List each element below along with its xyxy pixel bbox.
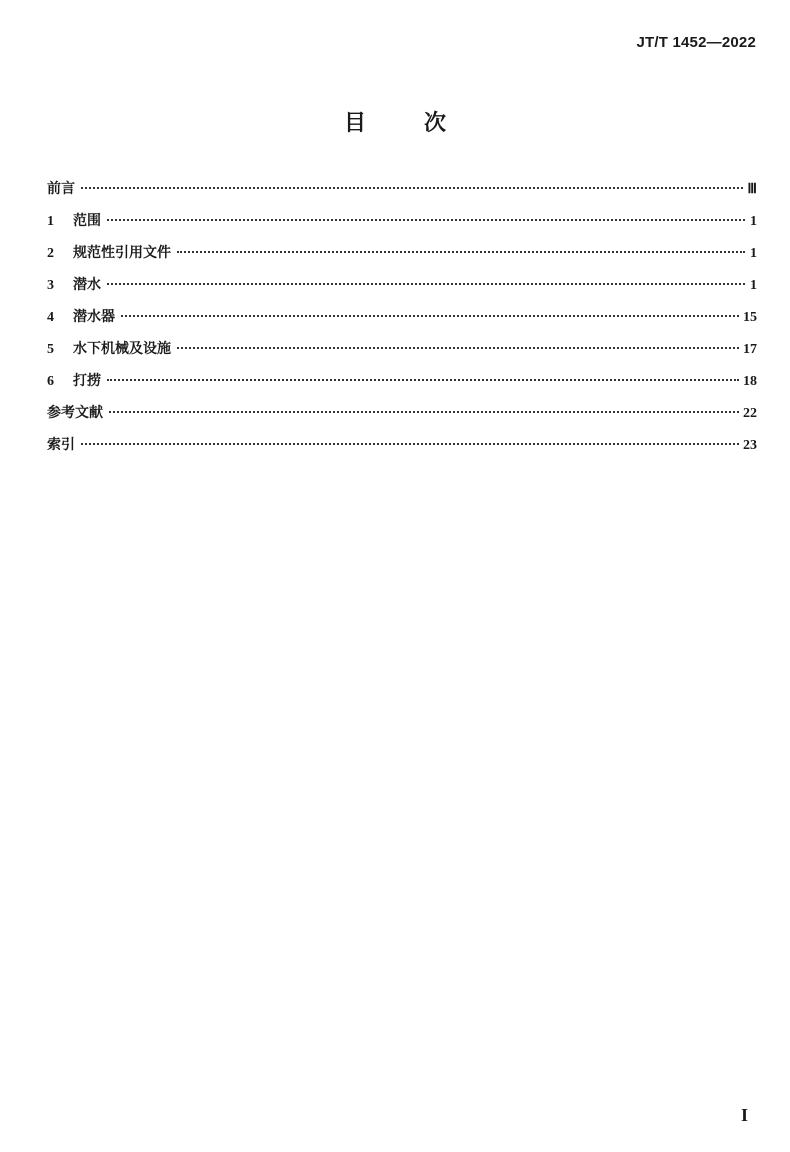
toc-entry-page: 23 [743,438,757,453]
toc-entry-3[interactable] [47,274,757,306]
leader-dots [107,219,745,221]
toc-entry-page: 1 [750,278,757,293]
toc-entry-number: 1 [47,214,54,229]
toc-entry-number: 2 [47,246,54,261]
toc-entry-5[interactable] [47,338,757,370]
toc-entry-label: 范围 [73,213,101,229]
toc-entry-index[interactable] [47,434,757,466]
toc-entry-label: 潜水器 [73,309,115,325]
toc-entry-page: 1 [750,246,757,261]
leader-dots [121,315,739,317]
title-char-1: 目 [343,111,366,136]
leader-dots [177,251,745,253]
toc-entry-label: 规范性引用文件 [73,245,171,261]
leader-dots [107,379,739,381]
toc-entry-6[interactable] [47,370,757,402]
toc-entry-preface[interactable] [47,178,757,210]
toc-entry-bibliography[interactable] [47,402,757,434]
toc-entry-number: 3 [47,278,54,293]
leader-dots [177,347,739,349]
title-char-2: 次 [424,111,447,136]
leader-dots [109,411,739,413]
toc-entry-page: 18 [743,374,757,389]
toc-entry-1[interactable] [47,210,757,242]
standard-code: JT/T 1452—2022 [636,34,756,51]
toc-entry-label: 打捞 [73,373,101,389]
toc-entry-number: 5 [47,342,54,357]
toc-entry-label: 潜水 [73,277,101,293]
toc-entry-4[interactable] [47,306,757,338]
leader-dots [107,283,745,285]
table-of-contents [47,178,757,466]
toc-entry-page: 15 [743,310,757,325]
page-number: I [740,1105,748,1125]
toc-entry-number: 4 [47,310,54,325]
leader-dots [81,443,739,445]
toc-entry-number: 6 [47,374,54,389]
toc-entry-label: 索引 [47,437,75,453]
toc-entry-page: 1 [750,214,757,229]
leader-dots [81,187,743,189]
toc-entry-label: 水下机械及设施 [73,341,171,357]
toc-entry-page: 22 [743,406,757,421]
toc-entry-page: Ⅲ [747,182,757,197]
toc-entry-label: 参考文献 [47,405,103,421]
toc-entry-label: 前言 [47,181,75,197]
page-title [0,106,790,137]
toc-entry-page: 17 [743,342,757,357]
toc-entry-2[interactable] [47,242,757,274]
